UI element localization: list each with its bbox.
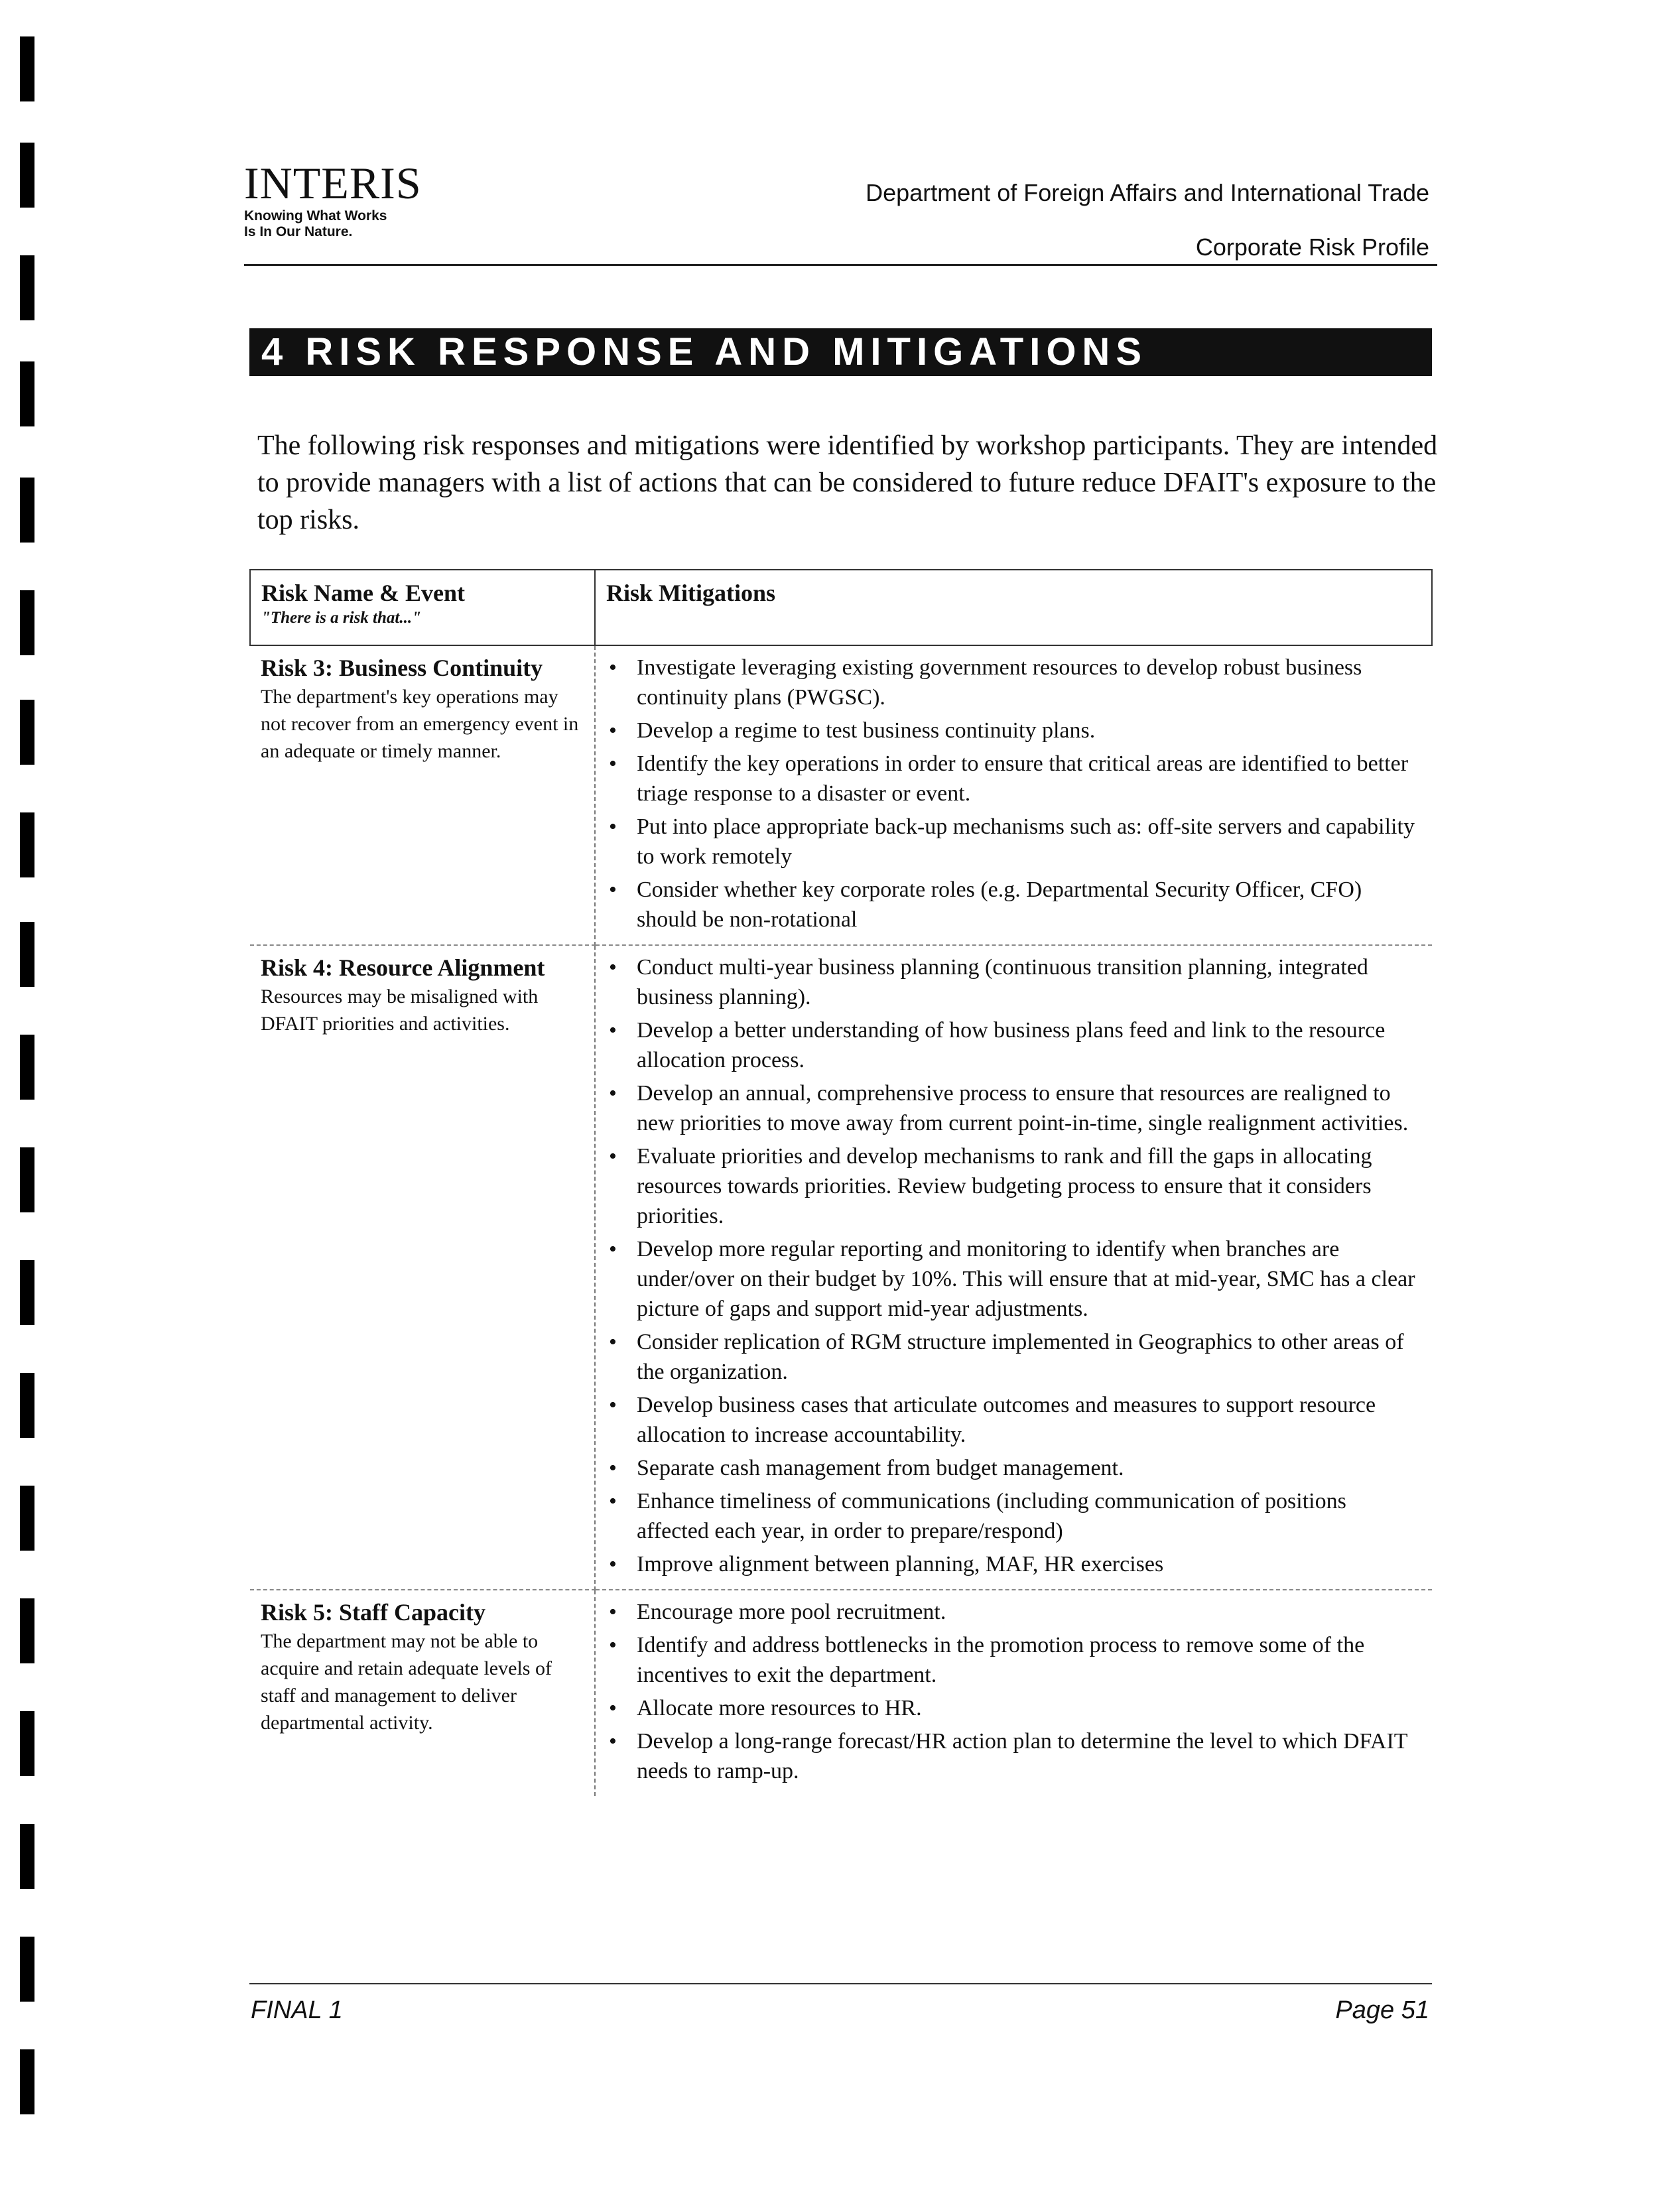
mitigation-list bbox=[606, 952, 1421, 1579]
bullet-icon: • bbox=[609, 1237, 617, 1261]
list-item: • Conduct multi-year business planning (continuous transition planning, integrated business planning). bbox=[637, 952, 1421, 1012]
column-header-risk-subtitle: "There is a risk that..." bbox=[261, 609, 421, 627]
binder-mark bbox=[20, 1373, 34, 1438]
mitigations-cell bbox=[595, 1590, 1432, 1796]
list-item: • Put into place appropriate back-up mechanisms such as: off-site servers and capability to work remotely bbox=[637, 812, 1421, 871]
column-header-mitigations bbox=[595, 570, 1432, 645]
page-number: Page 51 bbox=[1335, 1996, 1429, 2024]
list-item: • Enhance timeliness of communications (including communication of positions affected each year, in order to prepare/respond) bbox=[637, 1486, 1421, 1546]
bullet-icon: • bbox=[609, 1633, 617, 1657]
list-item: • Improve alignment between planning, MAF, HR exercises bbox=[637, 1549, 1421, 1579]
bullet-icon: • bbox=[609, 1729, 617, 1754]
risk-title: Risk 3: Business Continuity bbox=[261, 655, 543, 681]
binder-mark bbox=[20, 361, 34, 426]
document-title: Corporate Risk Profile bbox=[1195, 233, 1429, 261]
logo-tagline-2: Is In Our Nature. bbox=[244, 224, 353, 239]
binder-mark bbox=[20, 1260, 34, 1325]
risk-cell bbox=[250, 645, 595, 945]
binder-mark bbox=[20, 1486, 34, 1551]
risk-cell bbox=[250, 1590, 595, 1796]
list-item: • Develop a long-range forecast/HR action plan to determine the level to which DFAIT needs to ramp-up. bbox=[637, 1726, 1421, 1786]
list-item: • Separate cash management from budget management. bbox=[637, 1453, 1421, 1483]
binder-mark bbox=[20, 143, 34, 208]
logo-tagline-1: Knowing What Works bbox=[244, 208, 387, 224]
mitigations-cell bbox=[595, 945, 1432, 1590]
binder-mark bbox=[20, 1824, 34, 1889]
bullet-icon: • bbox=[609, 1081, 617, 1106]
table-row bbox=[250, 645, 1432, 945]
bullet-icon: • bbox=[609, 751, 617, 776]
bullet-icon: • bbox=[609, 1144, 617, 1169]
footer-divider bbox=[249, 1983, 1432, 1984]
list-item: • Develop business cases that articulate outcomes and measures to support resource allocation to increase accountability. bbox=[637, 1390, 1421, 1450]
binder-mark bbox=[20, 812, 34, 877]
binder-mark bbox=[20, 922, 34, 987]
mitigation-list bbox=[606, 1597, 1421, 1786]
bullet-icon: • bbox=[609, 877, 617, 902]
list-item: • Develop a regime to test business continuity plans. bbox=[637, 716, 1421, 745]
mitigations-cell bbox=[595, 645, 1432, 945]
bullet-icon: • bbox=[609, 1018, 617, 1043]
bullet-icon: • bbox=[609, 1456, 617, 1480]
risk-title: Risk 4: Resource Alignment bbox=[261, 954, 545, 981]
bullet-icon: • bbox=[609, 655, 617, 680]
column-header-risk-title: Risk Name & Event bbox=[261, 580, 465, 606]
binder-mark bbox=[20, 2049, 34, 2114]
bullet-icon: • bbox=[609, 1696, 617, 1720]
bullet-icon: • bbox=[609, 814, 617, 839]
list-item: • Encourage more pool recruitment. bbox=[637, 1597, 1421, 1627]
column-header-mitigations-title: Risk Mitigations bbox=[606, 580, 776, 606]
bullet-icon: • bbox=[609, 718, 617, 743]
list-item: • Evaluate priorities and develop mechanisms to rank and fill the gaps in allocating resources towards priorities. Review budgeting process to ensure that it considers priorities. bbox=[637, 1141, 1421, 1231]
list-item: • Identify the key operations in order to ensure that critical areas are identified to better triage response to a disaster or event. bbox=[637, 749, 1421, 808]
bullet-icon: • bbox=[609, 955, 617, 980]
list-item: • Identify and address bottlenecks in the promotion process to remove some of the incentives to exit the department. bbox=[637, 1630, 1421, 1690]
risk-mitigation-table bbox=[249, 569, 1433, 1796]
binder-mark bbox=[20, 255, 34, 320]
binder-mark bbox=[20, 1598, 34, 1663]
list-item: • Develop more regular reporting and monitoring to identify when branches are under/over on their budget by 10%. This will ensure that at mid-year, SMC has a clear picture of gaps and support mid-year adjustments. bbox=[637, 1234, 1421, 1324]
binder-mark bbox=[20, 478, 34, 543]
table-row bbox=[250, 1590, 1432, 1796]
document-status: FINAL 1 bbox=[251, 1996, 343, 2024]
section-heading: 4 RISK RESPONSE AND MITIGATIONS bbox=[249, 328, 1432, 376]
header-divider bbox=[244, 264, 1437, 266]
binder-mark bbox=[20, 1711, 34, 1776]
bullet-icon: • bbox=[609, 1600, 617, 1624]
risk-description: The department's key operations may not recover from an emergency event in an adequate or timely manner. bbox=[261, 686, 579, 762]
list-item: • Allocate more resources to HR. bbox=[637, 1693, 1421, 1723]
risk-cell bbox=[250, 945, 595, 1590]
list-item: • Consider whether key corporate roles (e.g. Departmental Security Officer, CFO) should be non-rotational bbox=[637, 875, 1421, 934]
list-item: • Develop a better understanding of how business plans feed and link to the resource allocation process. bbox=[637, 1015, 1421, 1075]
table-row bbox=[250, 945, 1432, 1590]
list-item: • Consider replication of RGM structure implemented in Geographics to other areas of the organization. bbox=[637, 1327, 1421, 1387]
table-header-row bbox=[250, 570, 1432, 645]
binder-mark bbox=[20, 1035, 34, 1100]
risk-description: Resources may be misaligned with DFAIT priorities and activities. bbox=[261, 986, 539, 1035]
binder-mark bbox=[20, 1147, 34, 1212]
list-item: • Investigate leveraging existing government resources to develop robust business continuity plans (PWGSC). bbox=[637, 653, 1421, 712]
logo-wordmark: INTERIS bbox=[244, 158, 422, 208]
department-name: Department of Foreign Affairs and International Trade bbox=[866, 179, 1429, 206]
bullet-icon: • bbox=[609, 1330, 617, 1354]
binder-mark bbox=[20, 36, 34, 101]
intro-paragraph: The following risk responses and mitigations were identified by workshop participants. They are intended to provide managers with a list of actions that can be considered to future reduce DFAIT's exposure to the top risks. bbox=[257, 430, 1438, 535]
risk-description: The department may not be able to acquire and retain adequate levels of staff and management to deliver departmental activity. bbox=[261, 1630, 552, 1734]
binder-mark bbox=[20, 1937, 34, 2002]
bullet-icon: • bbox=[609, 1393, 617, 1417]
bullet-icon: • bbox=[609, 1489, 617, 1513]
binder-mark bbox=[20, 700, 34, 765]
mitigation-list bbox=[606, 653, 1421, 934]
company-logo bbox=[244, 158, 470, 240]
column-header-risk bbox=[250, 570, 595, 645]
list-item: • Develop an annual, comprehensive process to ensure that resources are realigned to new priorities to move away from current point-in-time, single realignment activities. bbox=[637, 1078, 1421, 1138]
bullet-icon: • bbox=[609, 1552, 617, 1576]
risk-title: Risk 5: Staff Capacity bbox=[261, 1599, 485, 1626]
binder-mark bbox=[20, 590, 34, 655]
